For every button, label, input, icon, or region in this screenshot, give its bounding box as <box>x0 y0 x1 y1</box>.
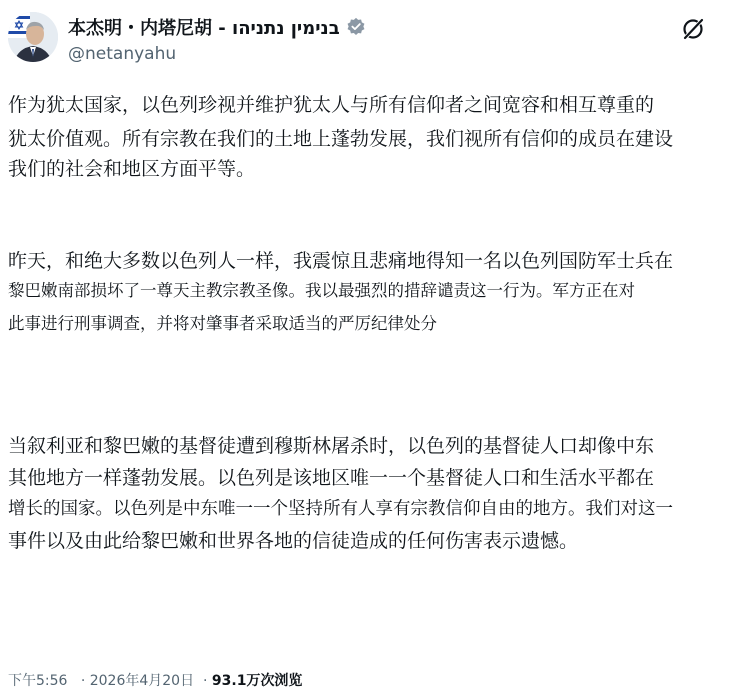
post-text-line: 此事进行刑事调查，并将对肇事者采取适当的严厉纪律处分 <box>8 314 437 333</box>
name-row <box>68 14 366 40</box>
post-meta <box>8 670 302 690</box>
views-label: 次浏览 <box>260 673 303 689</box>
post-text-line: 作为犹太国家，以色列珍视并维护犹太人与所有信仰者之间宽容和相互尊重的 <box>8 94 655 116</box>
post-text-line: 犹太价值观。所有宗教在我们的土地上蓬勃发展，我们视所有信仰的成员在建设 <box>8 128 674 150</box>
post-text-line: 我们的社会和地区方面平等。 <box>8 158 256 180</box>
meta-separator: · <box>202 673 208 689</box>
post-date[interactable]: 2026年4月20日 <box>89 673 195 689</box>
post-text-line: 黎巴嫩南部损坏了一尊天主教宗教圣像。我以最强烈的措辞谴责这一行为。军方正在对 <box>8 281 635 300</box>
post-time[interactable]: 下午5:56 <box>8 673 68 689</box>
handle[interactable]: @netanyahu <box>68 44 177 64</box>
post-text-line: 增长的国家。以色列是中东唯一一个坚持所有人享有宗教信仰自由的地方。我们对这一 <box>8 499 673 519</box>
post-header <box>0 0 732 80</box>
post-text-line: 当叙利亚和黎巴嫩的基督徒遭到穆斯林屠杀时，以色列的基督徒人口却像中东 <box>8 435 655 457</box>
grok-icon[interactable] <box>680 16 706 42</box>
post-text-line: 其他地方一样蓬勃发展。以色列是该地区唯一一个基督徒人口和生活水平都在 <box>8 467 655 489</box>
post-text-line: 昨天，和绝大多数以色列人一样，我震惊且悲痛地得知一名以色列国防军士兵在 <box>8 250 674 272</box>
views-count: 93.1万 <box>211 673 261 689</box>
profile-photo-icon <box>8 12 58 62</box>
meta-separator: · <box>80 673 86 689</box>
verified-badge-icon <box>346 17 366 37</box>
post-text-line: 事件以及由此给黎巴嫩和世界各地的信徒造成的任何伤害表示遗憾。 <box>8 530 579 552</box>
display-name[interactable]: 本杰明・内塔尼胡 - בנימין נתניהו <box>68 18 340 39</box>
avatar[interactable] <box>8 12 58 62</box>
